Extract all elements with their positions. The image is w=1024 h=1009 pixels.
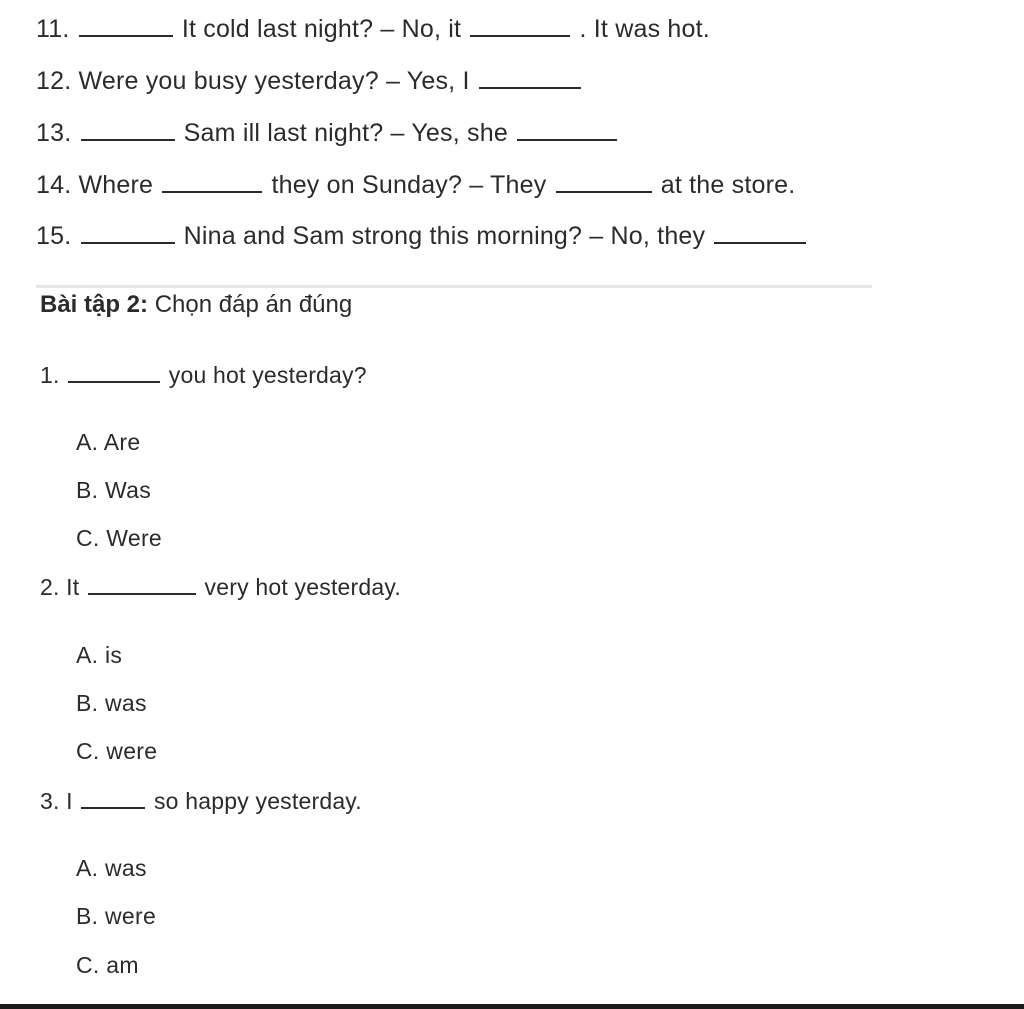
mc-question-1 [40,360,367,390]
question-number: 13. [36,119,72,147]
question-14 [36,170,795,200]
answer-blank[interactable] [714,222,806,244]
section-divider [36,285,872,288]
answer-blank[interactable] [79,15,173,37]
question-text: It cold last night? – No, it [181,15,462,43]
question-number: 2. It [40,574,80,600]
mc-question-3 [40,786,362,816]
question-text-end: . It was hot. [579,15,710,43]
question-text: very hot yesterday. [204,574,401,600]
answer-blank[interactable] [81,787,145,809]
answer-blank[interactable] [81,119,175,141]
question-number: 3. I [40,788,73,814]
question-text: so happy yesterday. [153,788,362,814]
question-text: they on Sunday? – They [271,171,547,199]
question-text: you hot yesterday? [168,362,367,388]
answer-blank[interactable] [556,171,652,193]
question-text: Sam ill last night? – Yes, she [183,119,508,147]
option-a[interactable]: A. is [76,642,123,668]
question-15 [36,221,808,251]
question-text: 12. Were you busy yesterday? – Yes, I [36,67,470,95]
answer-blank[interactable] [479,67,581,89]
question-11 [36,14,710,44]
option-b[interactable]: B. Was [76,477,152,503]
mc-question-2 [40,572,401,602]
answer-blank[interactable] [81,222,175,244]
question-text-end: at the store. [660,171,796,199]
option-c[interactable]: C. Were [76,525,163,551]
question-number: 1. [40,362,60,388]
heading-bold: Bài tập 2: [40,291,149,318]
option-a[interactable]: A. was [76,855,147,881]
option-c[interactable]: C. am [76,952,139,978]
question-number: 15. [36,222,72,250]
answer-blank[interactable] [517,119,617,141]
option-b[interactable]: B. were [76,903,157,929]
question-text: Nina and Sam strong this morning? – No, they [183,222,706,250]
answer-blank[interactable] [162,171,262,193]
question-13 [36,118,619,148]
exercise-2-heading [40,290,352,320]
answer-blank[interactable] [88,573,196,595]
option-b[interactable]: B. was [76,690,147,716]
question-text: 14. Where [36,171,154,199]
option-c[interactable]: C. were [76,738,158,764]
heading-rest: Chọn đáp án đúng [148,291,353,318]
option-a[interactable]: A. Are [76,429,141,455]
question-12 [36,66,583,96]
answer-blank[interactable] [470,15,570,37]
bottom-edge [0,1004,1024,1009]
answer-blank[interactable] [68,361,160,383]
question-number: 11. [36,15,70,43]
